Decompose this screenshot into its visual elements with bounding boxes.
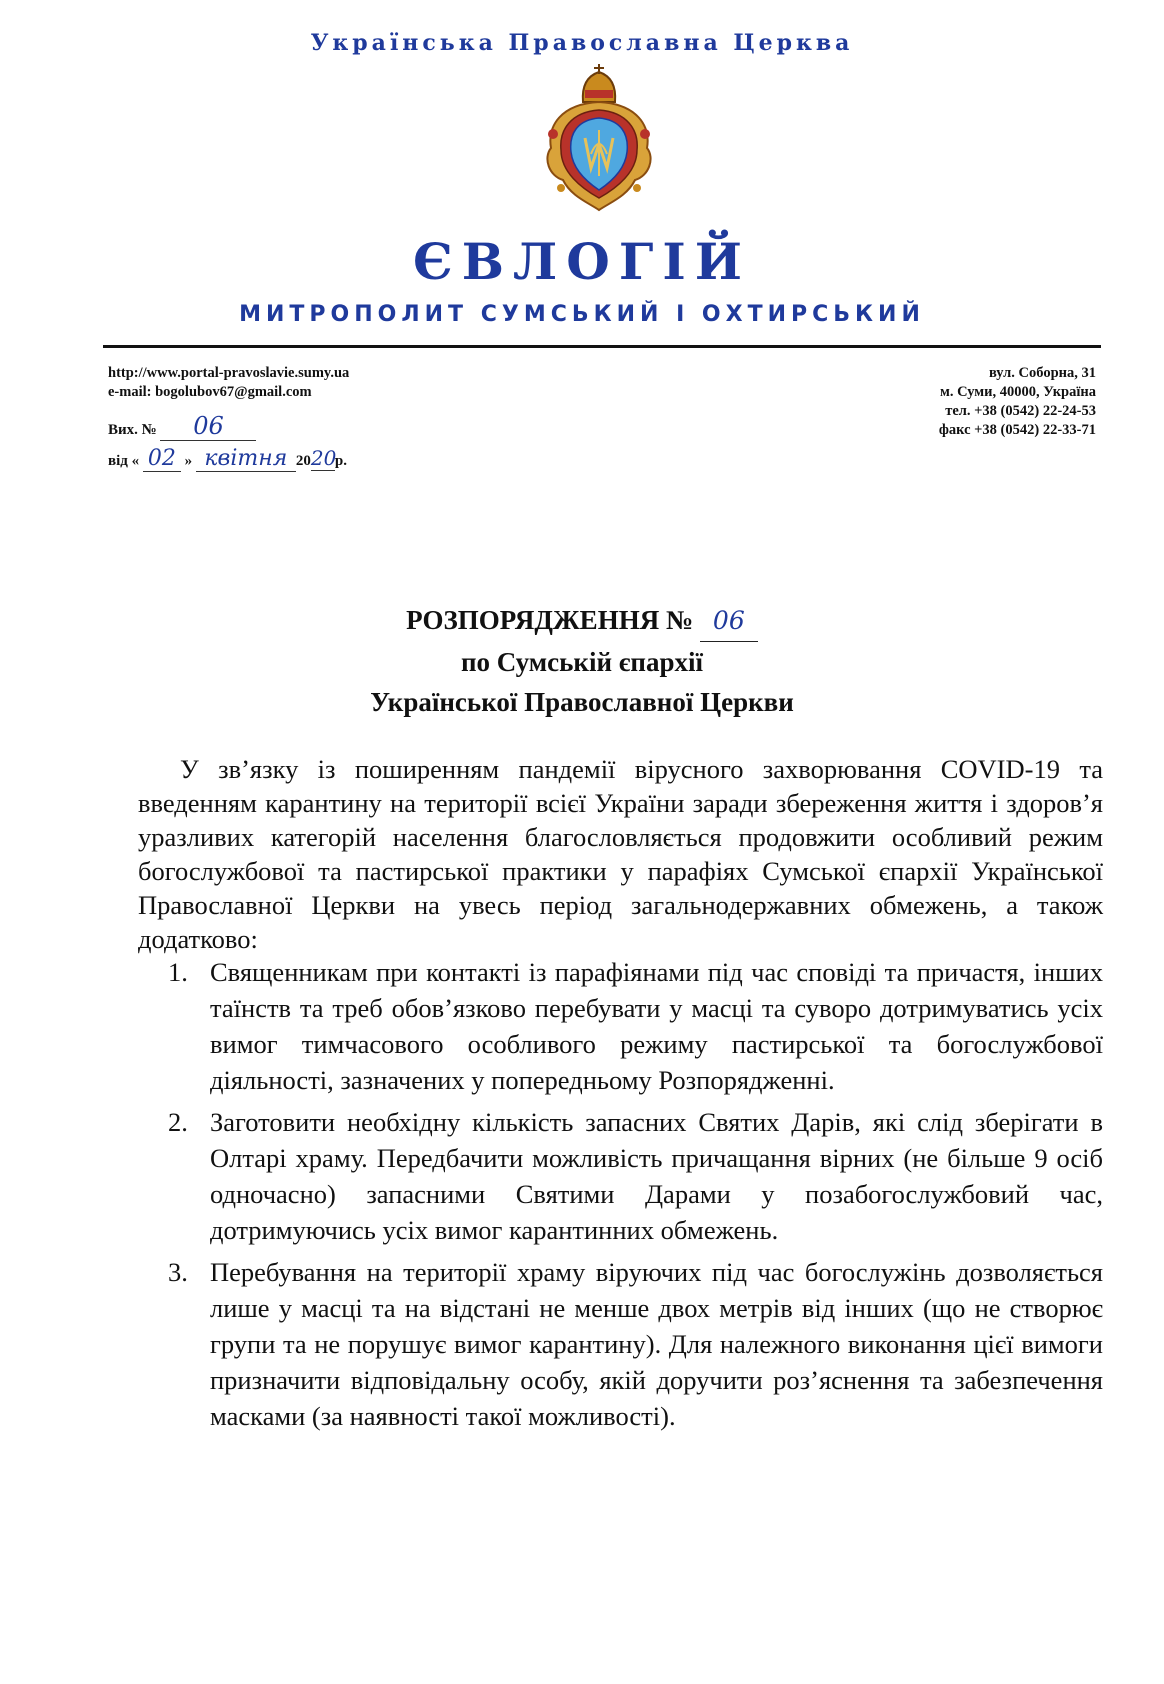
- outgoing-date: [108, 446, 347, 472]
- document-title-block: [0, 600, 1164, 722]
- title-number: 06: [700, 601, 758, 642]
- item-number: 3.: [168, 1257, 188, 1287]
- title-prefix: РОЗПОРЯДЖЕННЯ №: [406, 605, 694, 635]
- contact-left: [108, 364, 349, 402]
- date-quote-close: »: [184, 453, 193, 469]
- directive-list: [168, 954, 1103, 1440]
- date-day: 02: [143, 446, 181, 472]
- date-month: квітня: [196, 446, 296, 472]
- date-year-suffix: 20: [310, 446, 337, 470]
- document-subtitle-line1: по Сумській єпархії: [460, 647, 704, 677]
- phone-number: тел. +38 (0542) 22-24-53: [945, 403, 1096, 419]
- item-number: 2.: [168, 1107, 188, 1137]
- document-title: [0, 600, 1164, 642]
- item-text: Заготовити необхідну кількість запасних Святих Дарів, які слід зберігати в Олтарі храму. Передбачити можливість причащання вірних (не більше 9 осіб одночасно) запасними Святими Дарами у позабогослужбовий час, дотримуючись усіх вимог карантинних обмежень.: [210, 1107, 1103, 1245]
- item-text: Священникам при контакті із парафіянами під час сповіді та причастя, інших таїнств та треб обов’язково перебувати у масці та суворо дотримуватись усіх вимог тимчасового особливого режиму пастирської та богослужбової діяльності, зазначених у попередньому Розпорядженні.: [210, 957, 1103, 1095]
- date-year-prefix: 20: [295, 453, 311, 469]
- diocesan-crest-icon: [541, 64, 657, 212]
- outgoing-number-label: Вих. №: [108, 422, 157, 438]
- church-name: Українська Православна Церква: [310, 30, 854, 56]
- contact-right: [939, 364, 1096, 440]
- document-subtitle-line2: Української Православної Церкви: [370, 687, 794, 717]
- date-prefix: від «: [108, 453, 140, 469]
- list-item: [168, 1104, 1103, 1248]
- address-city: м. Суми, 40000, Україна: [939, 384, 1096, 400]
- address-street: вул. Соборна, 31: [988, 365, 1096, 381]
- bishop-name: ЄВЛОГІЙ: [413, 232, 751, 291]
- outgoing-number-value: 06: [160, 412, 256, 441]
- fax-number: факс +38 (0542) 22-33-71: [938, 422, 1096, 438]
- list-item: [168, 1254, 1103, 1434]
- website-link[interactable]: http://www.portal-pravoslavie.sumy.ua: [108, 365, 350, 381]
- list-item: [168, 954, 1103, 1098]
- outgoing-number: [108, 412, 256, 441]
- item-text: Перебування на території храму віруючих під час богослужінь дозволяється лише у масці та на відстані не менше двох метрів від інших (що не створює групи та не порушує вимог карантину). Для належного виконання цієї вимоги призначити відповідальну особу, якій доручити роз’яснення та забезпечення масками (за наявності такої можливості).: [210, 1257, 1103, 1431]
- date-year-unit: р.: [334, 453, 347, 469]
- bishop-title: МИТРОПОЛИТ СУМСЬКИЙ І ОХТИРСЬКИЙ: [239, 302, 925, 327]
- item-number: 1.: [168, 957, 188, 987]
- intro-paragraph: У зв’язку із поширенням пандемії вірусного захворювання COVID-19 та введенням карантину на території всієї України заради збереження життя і здоров’я уразливих категорій населення благословляється продовжити особливий режим богослужбової та пастирської практики у парафіях Сумської єпархії Української Православної Церкви на увесь період загальнодержавних обмежень, а також додатково:: [138, 754, 1103, 954]
- email-link[interactable]: e-mail: bogolubov67@gmail.com: [108, 384, 312, 400]
- header-divider: [103, 345, 1101, 348]
